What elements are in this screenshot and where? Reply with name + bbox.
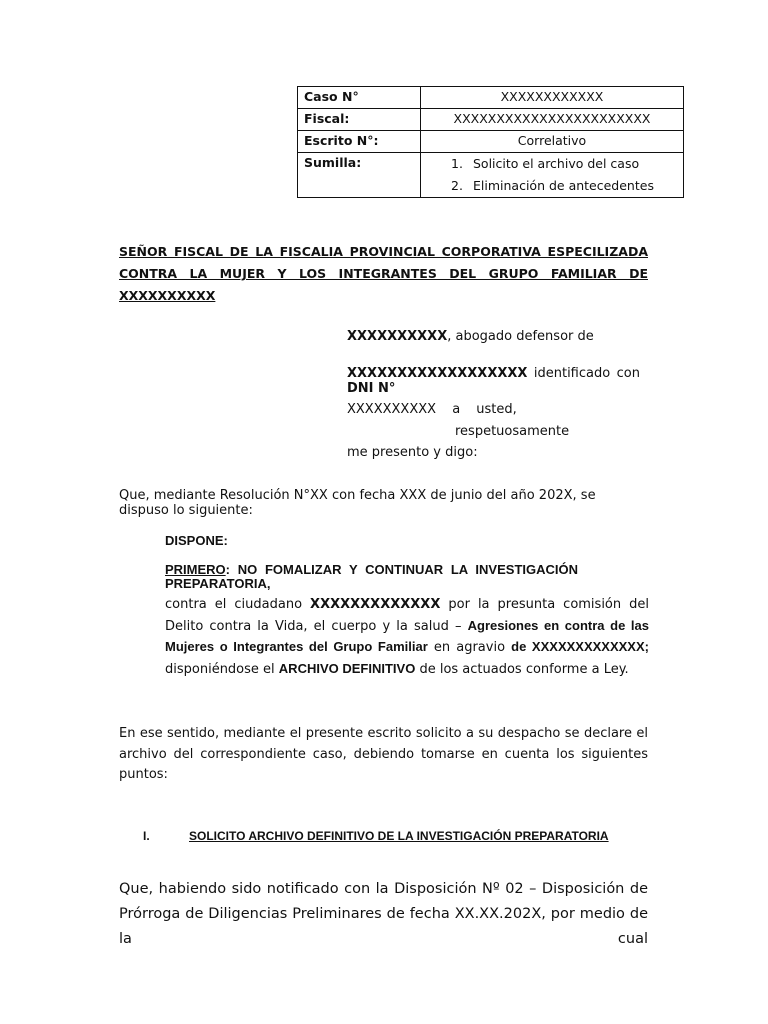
primero-heading <box>165 563 578 591</box>
table-row <box>298 109 684 131</box>
list-item-text: Eliminación de antecedentes <box>473 178 654 193</box>
dispone-label: DISPONE: <box>165 533 228 548</box>
list-item <box>451 153 677 175</box>
list-item-text: Solicito el archivo del caso <box>473 156 640 171</box>
case-number-value: XXXXXXXXXXXX <box>421 87 684 109</box>
dni-label: DNI N° <box>347 381 396 396</box>
addressee-part3: XXXXXXXXXX <box>119 288 216 303</box>
request-paragraph: En ese sentido, mediante el presente escrito solicito a su despacho se declare el archivo del correspondiente caso, debiendo tomarse en cuenta los siguientes puntos: <box>119 726 648 782</box>
sumilla-list <box>427 153 677 197</box>
dispone-body <box>165 595 649 680</box>
table-row <box>298 87 684 109</box>
text-span: contra el ciudadano <box>165 597 311 612</box>
case-info-table <box>297 86 684 198</box>
primero-label: PRIMERO <box>165 562 226 577</box>
presenter-line-1 <box>347 329 640 344</box>
list-item <box>451 175 677 197</box>
table-row <box>298 131 684 153</box>
section-title: SOLICITO ARCHIVO DEFINITIVO DE LA INVESTIGACIÓN PREPARATORIA <box>189 829 609 843</box>
prosecutor-value: XXXXXXXXXXXXXXXXXXXXXXX <box>421 109 684 131</box>
sumilla-label: Sumilla: <box>298 153 421 198</box>
presenter-line-3 <box>347 402 640 417</box>
citizen-name: XXXXXXXXXXXXX <box>310 597 441 612</box>
brief-number-value: Correlativo <box>421 131 684 153</box>
final-paragraph: Que, habiendo sido notificado con la Disposición Nº 02 – Disposición de Prórroga de Diligencias Preliminares de fecha XX.XX.202X, por medio de la cual <box>119 881 648 947</box>
prosecutor-label: Fiscal: <box>298 109 421 131</box>
presenter-role: , abogado defensor de <box>447 329 594 344</box>
identified-text: identificado con <box>527 366 640 381</box>
case-number-label: Caso N° <box>298 87 421 109</box>
text-span: en agravio <box>427 640 512 655</box>
primero-text: : NO FOMALIZAR Y CONTINUAR LA INVESTIGACIÓN PREPARATORIA, <box>165 562 578 591</box>
addressee-part2: CONTRA LA MUJER Y LOS INTEGRANTES DEL GRUPO FAMILIAR DE <box>119 266 648 281</box>
sumilla-value <box>421 153 684 198</box>
text-span: de los actuados conforme a Ley. <box>415 661 629 677</box>
brief-number-label: Escrito N°: <box>298 131 421 153</box>
text-span: disponiéndose el <box>165 661 279 677</box>
addressee-heading <box>119 241 648 307</box>
section-heading <box>143 829 609 843</box>
list-number: 2. <box>451 178 463 193</box>
text-span: por la presunta comisión del Delito contra la Vida, el cuerpo y la salud – <box>165 597 650 634</box>
section-number: I. <box>143 829 150 843</box>
crime-name: Agresiones en contra de las Mujeres o Integrantes del Grupo Familiar <box>165 617 649 654</box>
victim-name: de XXXXXXXXXXXXX; <box>511 639 649 654</box>
closing-text: me presento y digo: <box>347 445 478 460</box>
presenter-name: XXXXXXXXXX <box>347 329 448 344</box>
addressee-part1: SEÑOR FISCAL DE LA FISCALIA PROVINCIAL CORPORATIVA ESPECILIZADA <box>119 244 648 259</box>
respectfully-text: respetuosamente <box>455 424 570 439</box>
client-name: XXXXXXXXXXXXXXXXXX <box>347 366 528 381</box>
presenter-line-2 <box>347 366 640 396</box>
intro-paragraph: Que, mediante Resolución N°XX con fecha XXX de junio del año 202X, se dispuso lo siguiente: <box>119 488 596 518</box>
dni-value: XXXXXXXXXX <box>347 402 437 417</box>
archive-label: ARCHIVO DEFINITIVO <box>278 660 416 676</box>
list-number: 1. <box>451 156 463 171</box>
table-row <box>298 153 684 198</box>
to-you-text: a usted, <box>436 402 517 417</box>
